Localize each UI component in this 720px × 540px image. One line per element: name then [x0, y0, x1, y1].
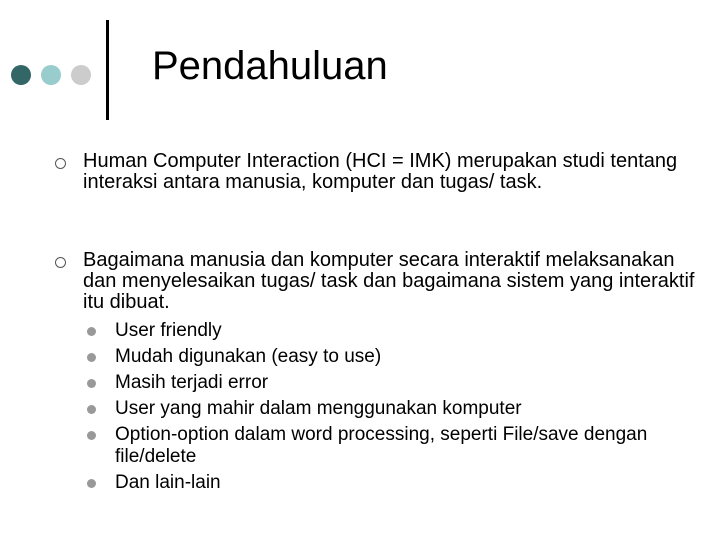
sub-point-item: [115, 424, 695, 468]
bullet-dot-icon: [87, 327, 96, 336]
sub-point-item: [115, 320, 695, 342]
bullet-dot-icon: [87, 379, 96, 388]
slide-title: Pendahuluan: [152, 44, 388, 88]
bullet-dot-icon: [87, 479, 96, 488]
sub-point-item: [115, 472, 695, 494]
bullet-dot-icon: [87, 431, 96, 440]
decor-dot-gray: [71, 65, 91, 85]
sub-point-text: Masih terjadi error: [115, 372, 269, 393]
sub-point-list: [115, 320, 695, 494]
bullet-dot-icon: [87, 405, 96, 414]
sub-point-item: [115, 346, 695, 368]
bullet-circle-icon: [55, 257, 66, 268]
sub-point-item: [115, 398, 695, 420]
point-2-text: Bagaimana manusia dan komputer secara interaktif melaksanakan dan menyelesaikan tugas/ task dan bagaimana sistem yang interaktif itu dibuat.: [83, 249, 695, 313]
bullet-circle-icon: [55, 158, 66, 169]
decor-dot-dark: [11, 65, 31, 85]
sub-point-text: Option-option dalam word processing, seperti File/save dengan file/delete: [115, 424, 648, 467]
sub-point-text: User yang mahir dalam menggunakan komputer: [115, 398, 522, 419]
sub-point-item: [115, 372, 695, 394]
bullet-dot-icon: [87, 353, 96, 362]
sub-point-text: Dan lain-lain: [115, 472, 221, 493]
sub-point-text: User friendly: [115, 320, 222, 341]
decor-dot-teal: [41, 65, 61, 85]
point-1-text: Human Computer Interaction (HCI = IMK) merupakan studi tentang interaksi antara manusia, komputer dan tugas/ task.: [83, 150, 678, 193]
sub-point-text: Mudah digunakan (easy to use): [115, 346, 382, 367]
title-divider: [106, 20, 109, 120]
